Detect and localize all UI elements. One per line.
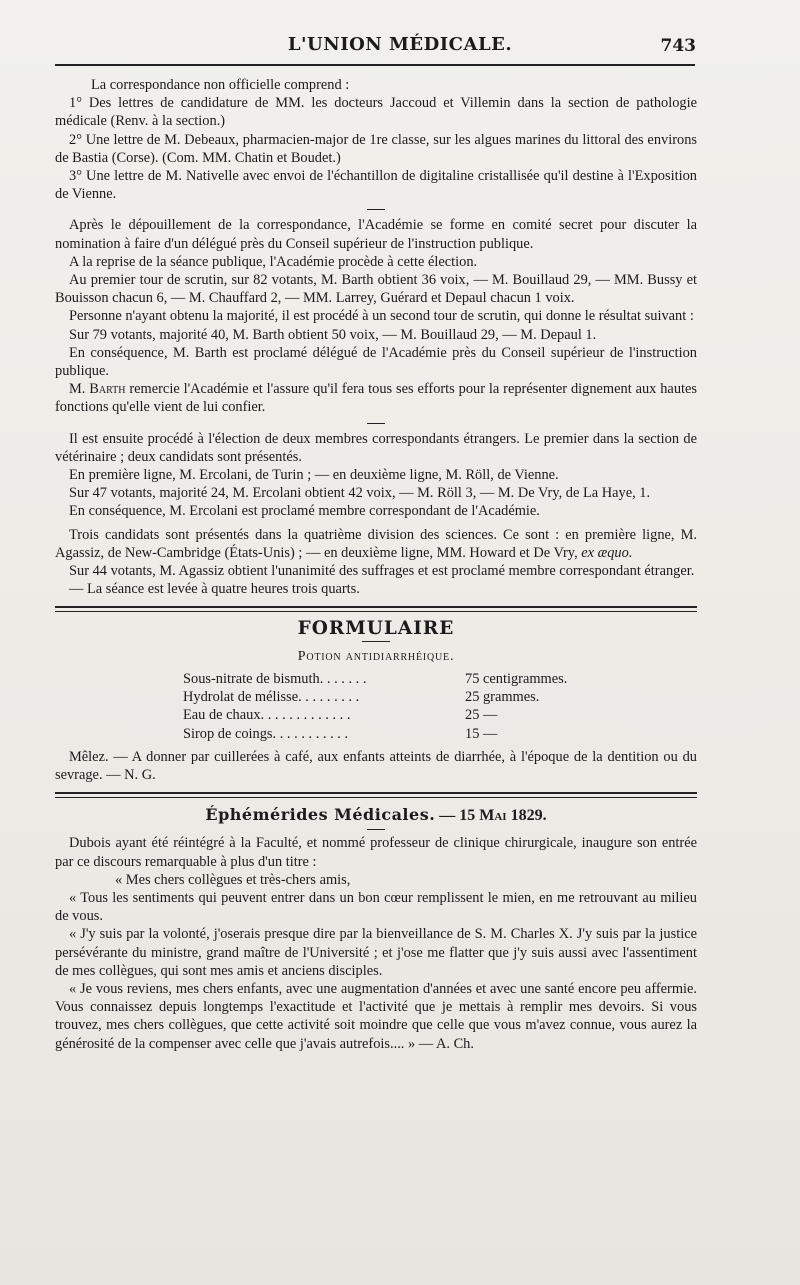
correspondence-intro: La correspondance non officielle comprend : (91, 77, 350, 93)
barth-name: M. Barth (69, 381, 126, 398)
ingredient-quantity: 25 — (465, 707, 498, 724)
header-rule (55, 64, 695, 66)
foreign-paragraph: Sur 44 votants, M. Agassiz obtient l'unanimité des suffrages et est proclamé membre correspondant étranger. (69, 563, 695, 580)
ingredient-row (183, 688, 567, 706)
ingredients-table (183, 670, 567, 743)
ex-aequo-text: ex æquo. (581, 544, 633, 561)
ingredient-name: Sous-nitrate de bismuth. . . . . . . (183, 670, 367, 687)
foreign-paragraph: Sur 47 votants, majorité 24, M. Ercolani obtient 42 voix, — M. Röll 3, — M. De Vry, de La Haye, 1. (69, 485, 651, 502)
election-paragraph: Personne n'ayant obtenu la majorité, il est procédé à un second tour de scrutin, qui donne le résultat suivant : (69, 308, 694, 325)
ingredient-name: Eau de chaux. . . . . . . . . . . . . (183, 707, 351, 724)
barth-thanks-text: remercie l'Académie et l'assure qu'il fera tous ses efforts pour la représenter dignement aux hautes fonctions qu'elle vient de lui confier. (55, 381, 698, 416)
ingredient-quantity: 75 centigrammes. (465, 670, 568, 687)
ephemerides-paragraph: Dubois ayant été réintégré à la Faculté, et nommé professeur de clinique chirurgicale, inaugure son entrée par ce discours remarquable à plus d'un titre : (55, 835, 697, 870)
correspondence-item: 3° Une lettre de M. Nativelle avec envoi de l'échantillon de digitaline cristallisée qu'il destine à l'Exposition de Vienne. (55, 168, 697, 203)
page-number: 743 (660, 36, 696, 56)
page-content (55, 74, 697, 1053)
foreign-paragraph: En conséquence, M. Ercolani est proclamé membre correspondant de l'Académie. (69, 503, 540, 520)
title-rule (362, 641, 390, 642)
formulaire-title: FORMULAIRE (297, 618, 455, 640)
foreign-paragraph: Il est ensuite procédé à l'élection de deux membres correspondants étrangers. Le premier dans la section de vétérinaire ; deux candidats sont présentés. (55, 430, 697, 465)
agassiz-candidates-paragraph (55, 526, 697, 562)
running-title: L'UNION MÉDICALE. (287, 34, 513, 55)
section-divider (55, 606, 697, 612)
election-paragraph: Sur 79 votants, majorité 40, M. Barth obtient 50 voix, — M. Bouillaud 29, — M. Depaul 1. (69, 326, 597, 343)
separator-rule (367, 423, 385, 424)
separator-rule (367, 209, 385, 210)
ingredient-name: Sirop de coings. . . . . . . . . . . (183, 725, 349, 742)
election-paragraph: A la reprise de la séance publique, l'Académie procède à cette élection. (69, 253, 478, 270)
ingredient-name: Hydrolat de mélisse. . . . . . . . . (183, 689, 360, 706)
ephemerides-paragraph: « Tous les sentiments qui peuvent entrer dans un bon cœur remplissent le mien, en me retrouvant au milieu de vous. (55, 889, 697, 925)
election-section (55, 216, 697, 416)
ephemerides-date-year: 1829. (510, 807, 547, 825)
ingredient-row (183, 725, 567, 743)
ingredient-quantity: 15 — (465, 725, 498, 742)
ephemerides-heading (55, 806, 697, 825)
formulaire-section (55, 620, 697, 784)
election-paragraph: Après le dépouillement de la correspondance, l'Académie se forme en comité secret pour discuter la nomination à faire d'un délégué près du Conseil supérieur de l'instruction publique. (55, 217, 697, 252)
agassiz-candidates-text: Trois candidats sont présentés dans la quatrième division des sciences. Ce sont : en première ligne, M. Agassiz, de New-Cambridge (États-Unis) ; — en deuxième ligne, MM. Howard et De Vry, (55, 526, 697, 561)
ephemerides-date-month: Mai (479, 807, 507, 825)
recipe-title: Potion antidiarrhéique. (297, 648, 455, 664)
ephemerides-date-dash: — 15 (439, 807, 476, 825)
foreign-correspondents-section (55, 430, 697, 599)
section-divider (55, 792, 697, 798)
correspondence-section (55, 76, 697, 203)
ephemerides-title: Éphémérides Médicales. (205, 805, 436, 825)
correspondence-item: 2° Une lettre de M. Debeaux, pharmacien-major de 1re classe, sur les algues marines du littoral des environs de Bastia (Corse). (Com. MM. Chatin et Boudet.) (55, 131, 697, 166)
barth-thanks-paragraph (55, 380, 697, 416)
election-paragraph: En conséquence, M. Barth est proclamé délégué de l'Académie près du Conseil supérieur de l'instruction publique. (55, 344, 697, 380)
ingredient-row (183, 706, 567, 724)
ingredient-row (183, 670, 567, 688)
ingredient-quantity: 25 grammes. (465, 689, 540, 706)
foreign-paragraph: En première ligne, M. Ercolani, de Turin ; — en deuxième ligne, M. Röll, de Vienne. (69, 467, 559, 484)
correspondence-item: 1° Des lettres de candidature de MM. les docteurs Jaccoud et Villemin dans la section de pathologie médicale (Renv. à la section.) (55, 95, 697, 130)
ephemerides-section (55, 806, 697, 1053)
recipe-instructions: Mêlez. — A donner par cuillerées à café, aux enfants atteints de diarrhée, à l'époque de la dentition ou du sevrage. — N. G. (55, 748, 697, 783)
ephemerides-paragraph: « Je vous reviens, mes chers enfants, avec une augmentation d'années et avec une santé encore peu affermie. Vous connaissez depuis longtemps l'exactitude et l'activité que je mettais à remplir mes devoirs. Si vous trouvez, mes chers collègues, que cette activité soit moindre que celle que vous m'avez connue, vous aurez la générosité de la compenser avec celle que j'avais autrefois.... » — A. Ch. (55, 980, 697, 1052)
title-rule (367, 829, 385, 830)
ephemerides-paragraph: « J'y suis par la volonté, j'oserais presque dire par la bienveillance de S. M. Charles X. J'y suis par la justice persévérante du ministre, grand maître de l'Université ; et j'ose me flatter que j'y suis aussi avec l'assentiment de mes collègues, qui sont mes amis et anciens disciples. (55, 926, 697, 979)
election-paragraph: Au premier tour de scrutin, sur 82 votants, M. Barth obtient 36 voix, — M. Bouillaud 29, — MM. Bussy et Bouisson chacun 6, — M. Chauffard 2, — MM. Larrey, Guérard et Depaul chacun 1 voix. (55, 272, 697, 307)
page-header (0, 34, 800, 64)
ephemerides-paragraph: « Mes chers collègues et très-chers amis, (115, 871, 351, 888)
seance-closing: — La séance est levée à quatre heures trois quarts. (69, 581, 360, 598)
